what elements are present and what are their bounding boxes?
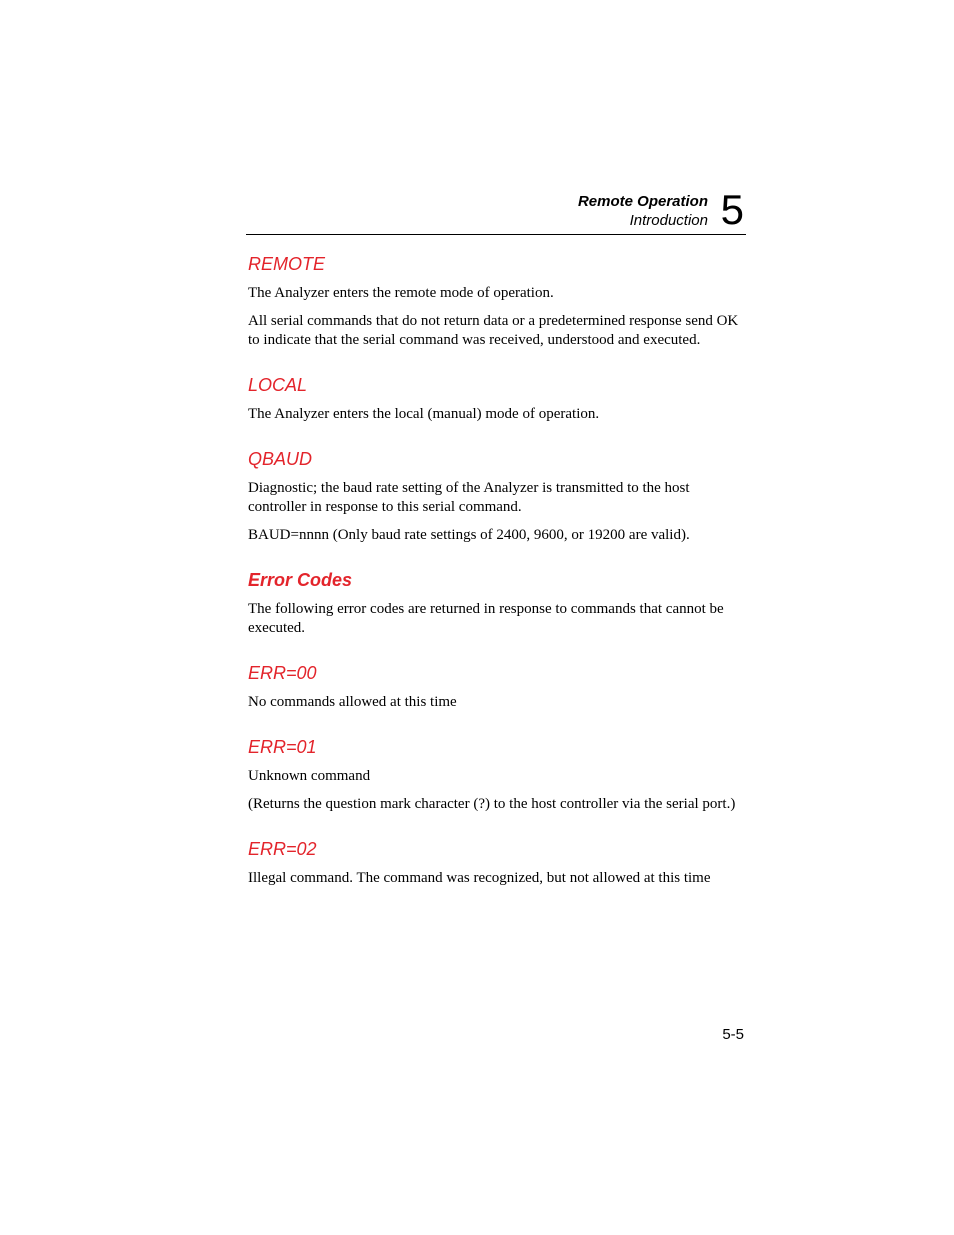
heading-error-codes: Error Codes [248, 570, 353, 590]
err00-paragraph-1: No commands allowed at this time [248, 694, 457, 710]
page-number: 5-5 [722, 1026, 744, 1043]
section-remote [248, 252, 748, 350]
local-paragraph-1: The Analyzer enters the local (manual) mode of operation. [248, 406, 600, 422]
section-qbaud [248, 447, 748, 545]
section-err02 [248, 837, 748, 888]
section-err01 [248, 735, 748, 814]
qbaud-paragraph-1: Diagnostic; the baud rate setting of the Analyzer is transmitted to the host controller in response to this serial command. [248, 480, 690, 515]
header-title: Remote Operation [577, 193, 708, 210]
error-codes-paragraph-1: The following error codes are returned in response to commands that cannot be executed. [248, 601, 724, 636]
heading-err01: ERR=01 [248, 737, 317, 757]
page-header [246, 186, 746, 235]
qbaud-paragraph-2: BAUD=nnnn (Only baud rate settings of 2400, 9600, or 19200 are valid). [248, 527, 690, 543]
heading-qbaud: QBAUD [248, 449, 313, 469]
err02-paragraph-1: Illegal command. The command was recognized, but not allowed at this time [248, 870, 711, 886]
err01-paragraph-1: Unknown command [248, 768, 371, 784]
heading-err00: ERR=00 [248, 663, 317, 683]
heading-local: LOCAL [248, 375, 308, 395]
err01-paragraph-2: (Returns the question mark character (?) to the host controller via the serial port.) [248, 796, 736, 812]
remote-paragraph-2: All serial commands that do not return data or a predetermined response send OK to indicate that the serial command was received, understood and executed. [248, 313, 739, 348]
header-text [578, 192, 708, 230]
header-subtitle: Introduction [629, 212, 708, 229]
section-local [248, 373, 748, 424]
heading-remote: REMOTE [248, 254, 326, 274]
section-error-codes [248, 568, 748, 638]
section-err00 [248, 661, 748, 712]
heading-err02: ERR=02 [248, 839, 317, 859]
chapter-number: 5 [720, 186, 744, 233]
remote-paragraph-1: The Analyzer enters the remote mode of operation. [248, 285, 554, 301]
page-content [248, 252, 748, 888]
